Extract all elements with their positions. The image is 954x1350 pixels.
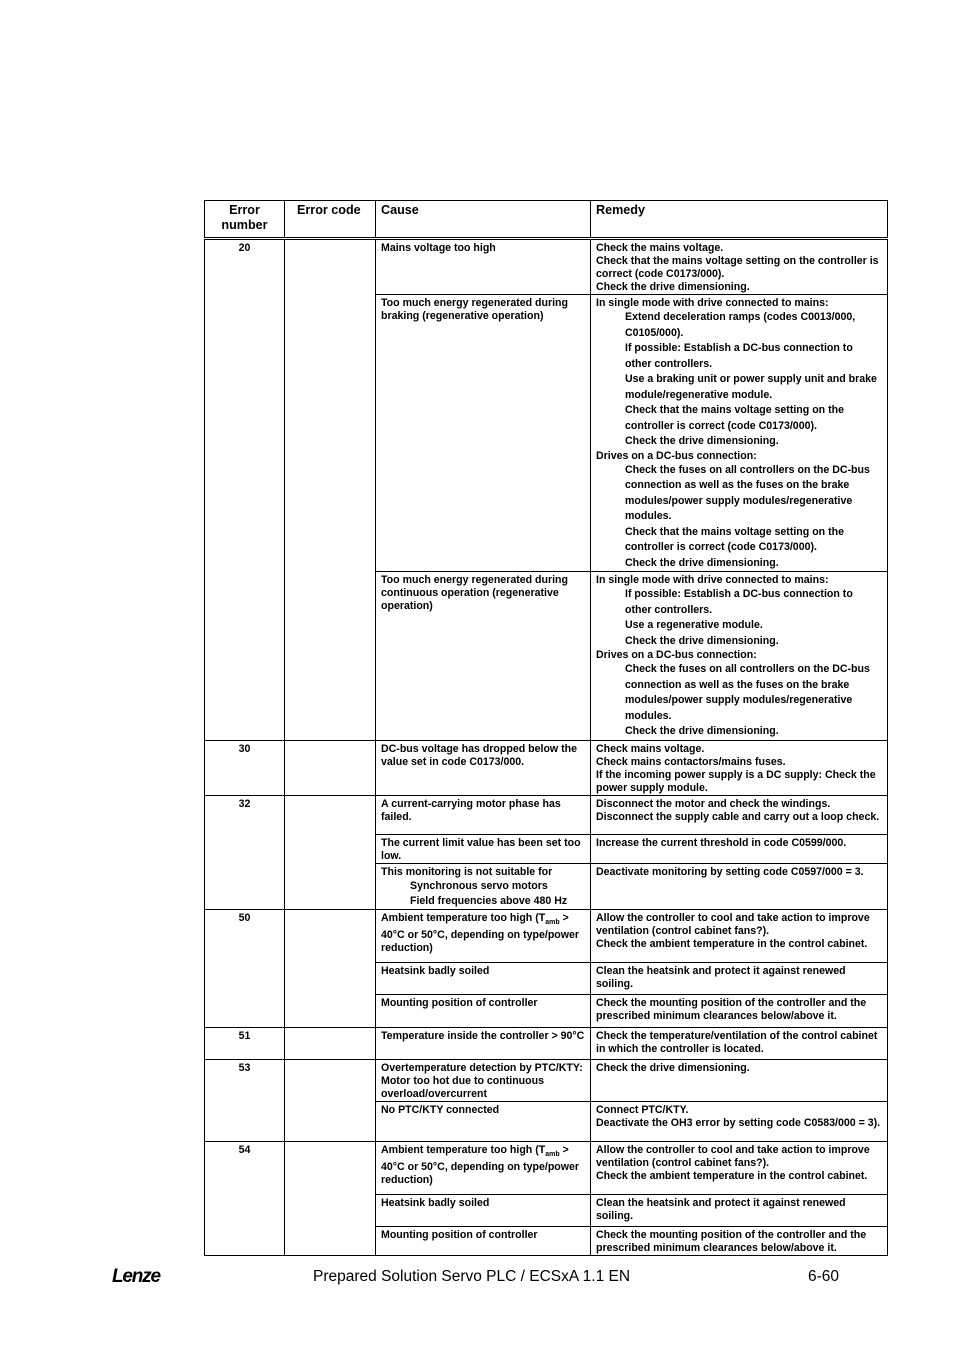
error-code [285, 795, 376, 909]
table-row [205, 740, 888, 795]
cause-cell: Too much energy regenerated during continuous operation (regenerative operation) [376, 572, 591, 741]
table-row [205, 1059, 888, 1101]
cause-cell: Temperature inside the controller > 90°C [376, 1027, 591, 1059]
cause-cell: Mains voltage too high [376, 239, 591, 295]
remedy-item: Check the fuses on all controllers on the DC-bus connection as well as the fuses on the brake modules/power supply modules/regenerative modules. [625, 663, 870, 722]
remedy-line: Check that the mains voltage setting on the controller is correct (code C0173/000). [596, 255, 879, 280]
remedy-heading: In single mode with drive connected to mains: [596, 574, 829, 586]
remedy-cell: Increase the current threshold in code C0599/000. [591, 834, 888, 863]
remedy-line: Allow the controller to cool and take action to improve ventilation (control cabinet fans?). [596, 911, 870, 937]
remedy-cell [591, 1101, 888, 1141]
remedy-item: Check the fuses on all controllers on the DC-bus connection as well as the fuses on the brake modules/power supply modules/regenerative modules. [625, 463, 870, 522]
remedy-cell [591, 909, 888, 962]
remedy-item: Use a braking unit or power supply unit and brake module/regenerative module. [625, 373, 877, 401]
cause-subscript: amb [545, 918, 560, 926]
error-number: 32 [205, 795, 285, 909]
table-row [205, 239, 888, 295]
cause-text: > 40°C or 50°C, depending on type/power reduction) [381, 1143, 580, 1186]
remedy-cell: Check the drive dimensioning. [591, 1059, 888, 1101]
cause-text: Ambient temperature too high (T [381, 1143, 546, 1156]
remedy-line: Connect PTC/KTY. [596, 1103, 689, 1116]
error-code [285, 1141, 376, 1255]
remedy-heading: In single mode with drive connected to mains: [596, 297, 829, 309]
remedy-cell [591, 740, 888, 795]
cause-text: > 40°C or 50°C, depending on type/power reduction) [381, 911, 580, 954]
lenze-logo: Lenze [112, 1266, 160, 1287]
cause-cell: The current limit value has been set too low. [376, 834, 591, 863]
remedy-item: Check that the mains voltage setting on the controller is correct (code C0173/000). [625, 404, 844, 432]
remedy-line: Allow the controller to cool and take action to improve ventilation (control cabinet fans?). [596, 1143, 870, 1169]
error-number: 20 [205, 239, 285, 741]
cause-cell [376, 863, 591, 909]
remedy-line: Check the ambient temperature in the control cabinet. [596, 1169, 868, 1182]
error-number: 50 [205, 909, 285, 1027]
remedy-item: Check the drive dimensioning. [625, 634, 779, 647]
cause-cell: Heatsink badly soiled [376, 962, 591, 994]
remedy-line: Check the ambient temperature in the control cabinet. [596, 937, 868, 950]
cause-cell [376, 909, 591, 962]
remedy-item: Check the drive dimensioning. [625, 725, 779, 737]
remedy-line: Check mains contactors/mains fuses. [596, 755, 786, 768]
cause-subscript: amb [545, 1150, 560, 1158]
cause-cell: Overtemperature detection by PTC/KTY: Motor too hot due to continuous overload/overcurrent [376, 1059, 591, 1101]
error-number: 51 [205, 1027, 285, 1059]
remedy-cell: Check the mounting position of the controller and the prescribed minimum clearances below/above it. [591, 1226, 888, 1255]
remedy-cell: Clean the heatsink and protect it against renewed soiling. [591, 1194, 888, 1226]
remedy-line: Disconnect the supply cable and carry out a loop check. [596, 810, 880, 823]
remedy-line: Check the drive dimensioning. [596, 281, 750, 293]
remedy-heading: Drives on a DC-bus connection: [596, 649, 757, 661]
remedy-item: Use a regenerative module. [625, 619, 763, 631]
table-row [205, 1027, 888, 1059]
remedy-item: Extend deceleration ramps (codes C0013/000, C0105/000). [625, 311, 856, 339]
header-cause: Cause [376, 201, 591, 239]
remedy-cell [591, 1141, 888, 1194]
remedy-line: Deactivate the OH3 error by setting code C0583/000 = 3). [596, 1116, 881, 1129]
remedy-item: Check the drive dimensioning. [625, 556, 779, 569]
remedy-cell [591, 795, 888, 834]
cause-cell: Heatsink badly soiled [376, 1194, 591, 1226]
remedy-item: Check the drive dimensioning. [625, 435, 779, 447]
remedy-heading: Drives on a DC-bus connection: [596, 449, 757, 462]
remedy-line: If the incoming power supply is a DC supply: Check the power supply module. [596, 768, 876, 794]
remedy-cell: Deactivate monitoring by setting code C0597/000 = 3. [591, 863, 888, 909]
cause-cell [376, 1141, 591, 1194]
remedy-item: Check that the mains voltage setting on the controller is correct (code C0173/000). [625, 525, 844, 553]
error-number: 30 [205, 740, 285, 795]
cause-item: Synchronous servo motors [410, 879, 548, 892]
table-header [205, 201, 888, 239]
remedy-line: Disconnect the motor and check the windings. [596, 797, 831, 810]
cause-cell: A current-carrying motor phase has failed. [376, 795, 591, 834]
remedy-cell [591, 239, 888, 295]
remedy-cell: Check the temperature/ventilation of the control cabinet in which the controller is located. [591, 1027, 888, 1059]
remedy-item: If possible: Establish a DC-bus connection to other controllers. [625, 588, 853, 616]
cause-item: Field frequencies above 480 Hz [410, 894, 568, 907]
cause-cell: Too much energy regenerated during braking (regenerative operation) [376, 295, 591, 572]
error-table [204, 200, 888, 1256]
remedy-line: Check mains voltage. [596, 742, 705, 755]
header-remedy: Remedy [591, 201, 888, 239]
error-number: 54 [205, 1141, 285, 1255]
cause-cell: Mounting position of controller [376, 1226, 591, 1255]
remedy-line: Check the mains voltage. [596, 242, 724, 254]
cause-text: Ambient temperature too high (T [381, 911, 546, 924]
error-code [285, 740, 376, 795]
cause-cell: DC-bus voltage has dropped below the value set in code C0173/000. [376, 740, 591, 795]
cause-cell: No PTC/KTY connected [376, 1101, 591, 1141]
header-error-code: Error code [285, 201, 376, 239]
header-error-number: Error number [205, 201, 285, 239]
remedy-item: If possible: Establish a DC-bus connection to other controllers. [625, 342, 853, 370]
table-row [205, 1141, 888, 1194]
cause-cell: Mounting position of controller [376, 994, 591, 1027]
remedy-cell: Check the mounting position of the controller and the prescribed minimum clearances below/above it. [591, 994, 888, 1027]
error-code [285, 909, 376, 1027]
error-code [285, 1059, 376, 1141]
remedy-cell: Clean the heatsink and protect it against renewed soiling. [591, 962, 888, 994]
error-number: 53 [205, 1059, 285, 1141]
footer-title: Prepared Solution Servo PLC / ECSxA 1.1 EN [313, 1268, 631, 1285]
table-row [205, 909, 888, 962]
error-code [285, 239, 376, 741]
cause-line: This monitoring is not suitable for [381, 865, 553, 878]
table-row [205, 795, 888, 834]
error-code [285, 1027, 376, 1059]
remedy-cell [591, 295, 888, 572]
remedy-cell [591, 572, 888, 741]
page-number: 6-60 [808, 1268, 840, 1285]
